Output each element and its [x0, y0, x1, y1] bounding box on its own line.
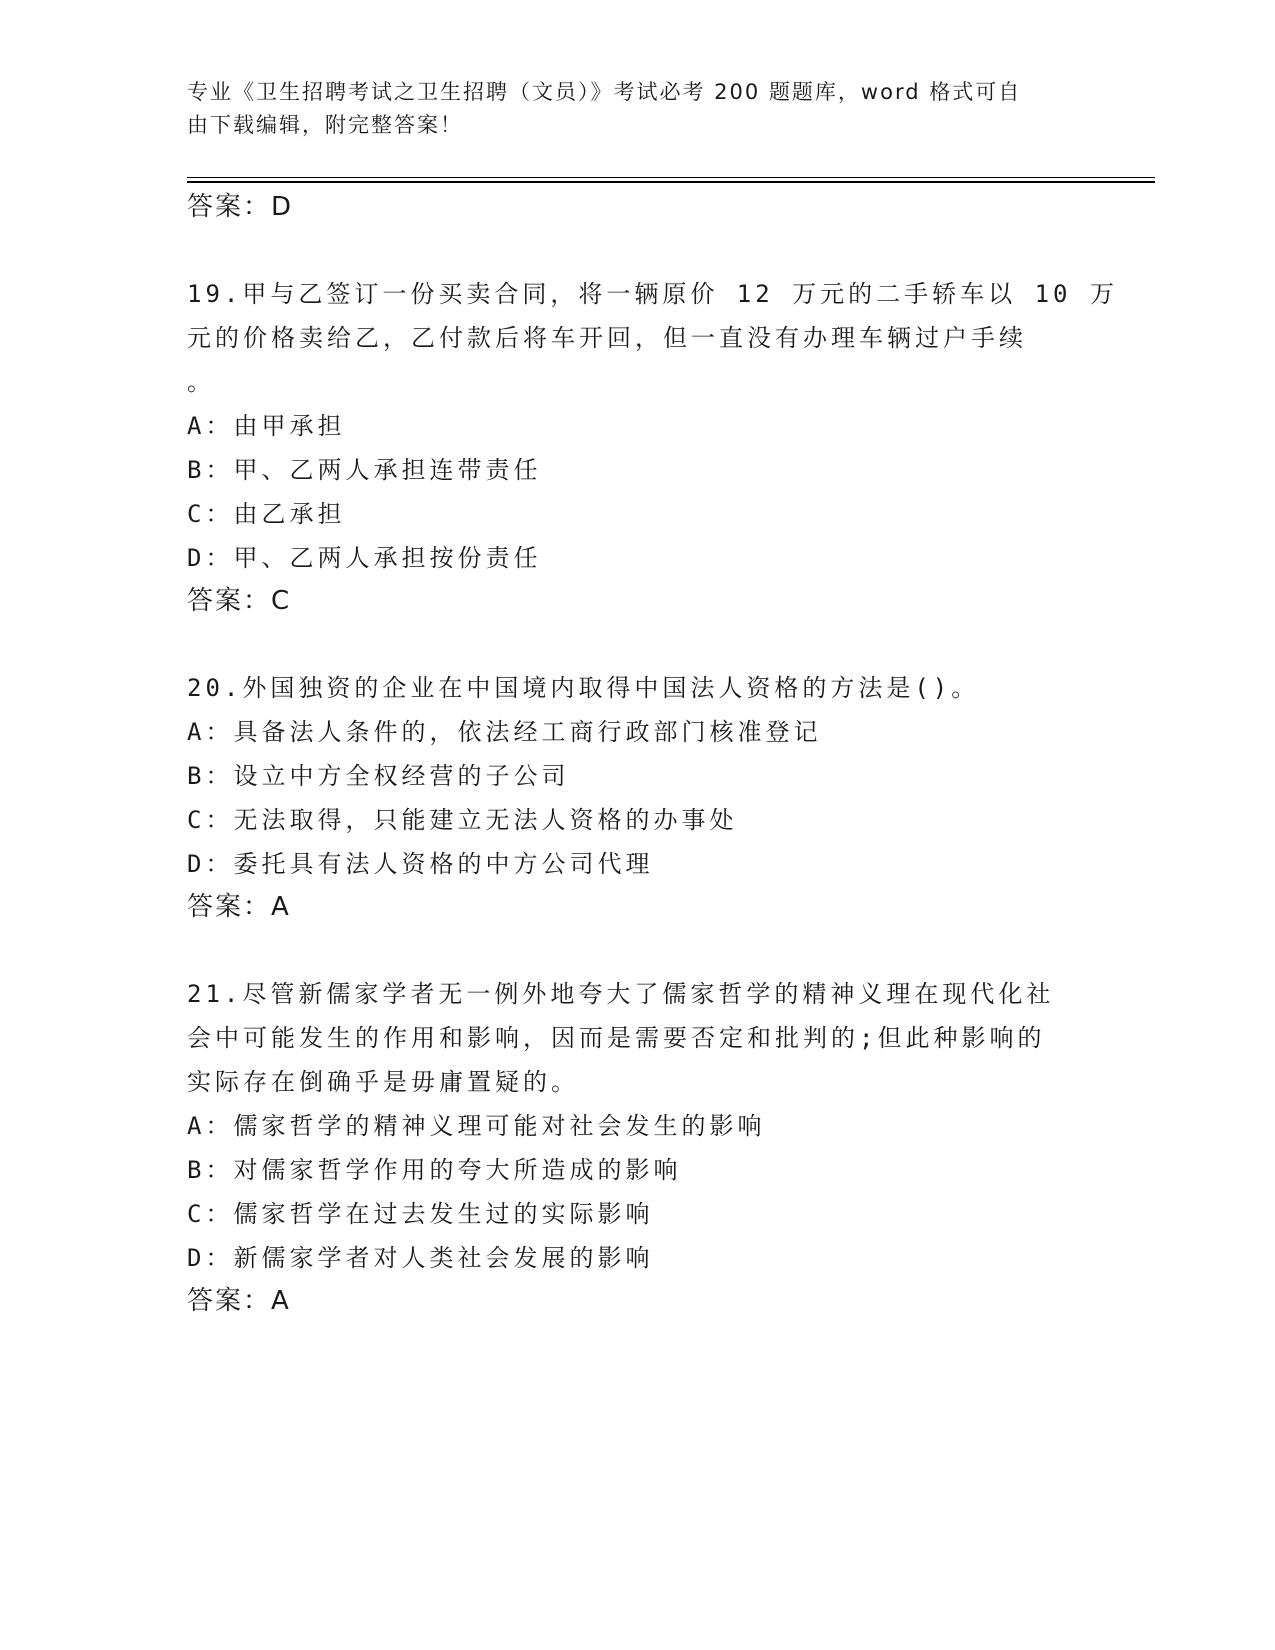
question-stem-line: 。 [187, 368, 215, 396]
header-title-line-2: 由下载编辑，附完整答案！ [187, 113, 463, 137]
answer-line: 答案：A [187, 1286, 291, 1316]
option-d: D：新儒家学者对人类社会发展的影响 [187, 1244, 654, 1272]
option-d: D：甲、乙两人承担按份责任 [187, 544, 542, 572]
option-b: B：设立中方全权经营的子公司 [187, 762, 570, 790]
document-header [187, 76, 1087, 142]
option-b: B：对儒家哲学作用的夸大所造成的影响 [187, 1156, 682, 1184]
option-a: A：具备法人条件的，依法经工商行政部门核准登记 [187, 718, 822, 746]
answer-line: 答案：C [187, 586, 292, 616]
previous-answer: 答案：D [187, 192, 294, 222]
question-stem-line: 实际存在倒确乎是毋庸置疑的。 [187, 1068, 579, 1096]
question-stem-line: 会中可能发生的作用和影响，因而是需要否定和批判的;但此种影响的 [187, 1024, 1046, 1052]
option-c: C：儒家哲学在过去发生过的实际影响 [187, 1200, 654, 1228]
option-a: A：儒家哲学的精神义理可能对社会发生的影响 [187, 1112, 766, 1140]
header-divider-thin [187, 177, 1155, 178]
option-c: C：无法取得，只能建立无法人资格的办事处 [187, 806, 738, 834]
question-stem-line: 19.甲与乙签订一份买卖合同，将一辆原价 12 万元的二手轿车以 10 万 [187, 280, 1118, 308]
question-stem-line: 元的价格卖给乙，乙付款后将车开回，但一直没有办理车辆过户手续 [187, 324, 1027, 352]
header-divider-thick [187, 181, 1155, 183]
option-b: B：甲、乙两人承担连带责任 [187, 456, 542, 484]
question-stem-line: 21.尽管新儒家学者无一例外地夸大了儒家哲学的精神义理在现代化社 [187, 980, 1055, 1008]
option-a: A：由甲承担 [187, 412, 346, 440]
option-c: C：由乙承担 [187, 500, 346, 528]
question-stem-line: 20.外国独资的企业在中国境内取得中国法人资格的方法是()。 [187, 674, 980, 702]
header-title-line-1: 专业《卫生招聘考试之卫生招聘（文员）》考试必考 200 题题库，word 格式可自 [187, 80, 1022, 104]
option-d: D：委托具有法人资格的中方公司代理 [187, 850, 654, 878]
answer-line: 答案：A [187, 892, 291, 922]
